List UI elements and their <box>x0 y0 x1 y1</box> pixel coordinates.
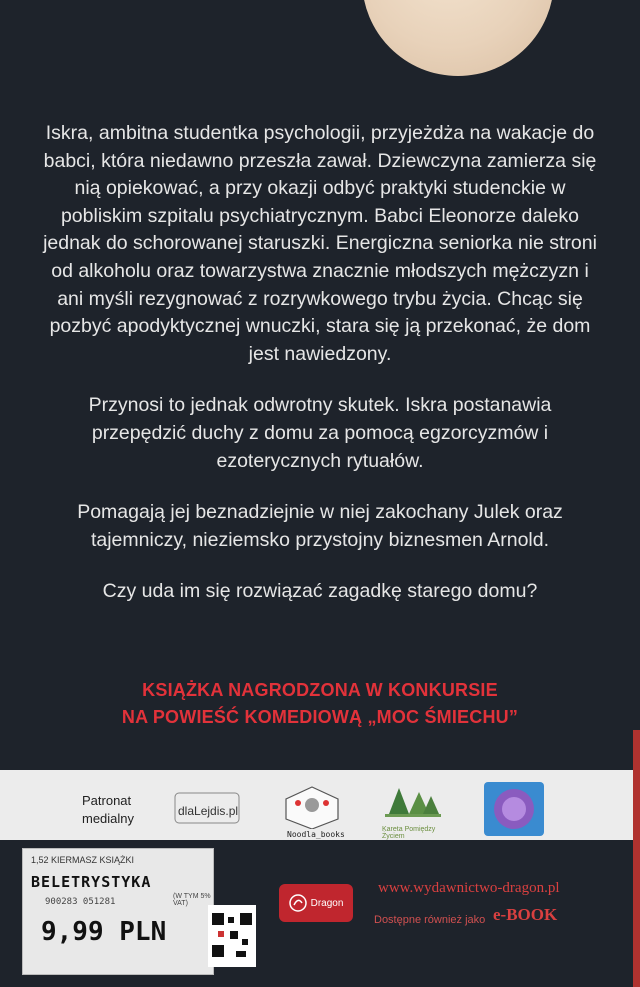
sticker-top-text: 1,52 KIERMASZ KSIĄŻKI <box>31 855 135 865</box>
blurb-paragraph-1: Iskra, ambitna studentka psychologii, przyjeżdża na wakacje do babci, która niedawno przeszła zawał. Dziewczyna zamierza się nią opiekować, a przy okazji odbyć praktyki studenckie w pobliskim szpitalu psychiatrycznym. Babci Eleonorze daleko jednak do schorowanej staruszki. Energiczna seniorka nie stroni od alkoholu oraz towarzystwa znacznie młodszych mężczyzn i ani myśli rezygnować z rozrywkowego trybu życia. Chcąc się pozbyć apodyktycznej wnuczki, stara się ją przekonać, że dom jest nawiedzony. <box>43 122 597 365</box>
qr-code-icon <box>208 905 256 967</box>
sticker-vat: (W TYM 5% VAT) <box>173 893 211 907</box>
dragon-logo <box>279 884 353 922</box>
flower-badge-icon <box>488 786 540 832</box>
blurb-paragraph-4: Czy uda im się rozwiązać zagadkę starego domu? <box>102 580 538 603</box>
blurb <box>40 120 600 630</box>
sticker-price: 9,99 PLN <box>41 917 167 947</box>
media-patronage-bar <box>0 770 640 840</box>
patronat-label: Patronat medialny <box>82 793 135 826</box>
dragon-logo-text: Dragon <box>310 897 344 909</box>
noodla-logo <box>280 778 344 836</box>
noodla-hexagon-icon <box>282 785 342 829</box>
cover-edge <box>633 730 640 987</box>
kareta-text: Kareta Pomiędzy Życiem <box>382 826 436 840</box>
sticker-category: BELETRYSTYKA <box>31 873 152 891</box>
moon-illustration <box>362 0 554 76</box>
award-line-2: NA POWIEŚĆ KOMEDIOWĄ „MOC ŚMIECHU” <box>121 707 519 727</box>
dlalejdis-text: dlaLejdis.pl <box>178 804 239 818</box>
noodla-text: Noodla_books <box>287 830 345 839</box>
blurb-paragraph-3: Pomagają jej beznadziejnie w niej zakochany Julek oraz tajemniczy, nieziemsko przystojny biznesmen Arnold. <box>77 501 563 551</box>
trees-icon <box>385 784 441 830</box>
ebook-label: e-BOOK <box>493 905 558 924</box>
publisher-website: www.wydawnictwo-dragon.pl <box>378 880 560 896</box>
blurb-paragraph-2: Przynosi to jednak odwrotny skutek. Iskra postanawia przepędzić duchy z domu za pomocą egzorcyzmów i ezoterycznych rytuałów. <box>88 394 552 472</box>
purple-blog-logo <box>484 782 544 836</box>
qr-code <box>208 905 256 967</box>
award-line-1: KSIĄŻKA NAGRODZONA W KONKURSIE <box>142 680 498 700</box>
ebook-prefix: Dostępne również jako <box>374 914 486 926</box>
sticker-code: 900283 051281 <box>45 897 116 907</box>
dragon-icon <box>289 894 307 912</box>
price-sticker <box>22 848 214 975</box>
award-notice <box>40 677 600 731</box>
